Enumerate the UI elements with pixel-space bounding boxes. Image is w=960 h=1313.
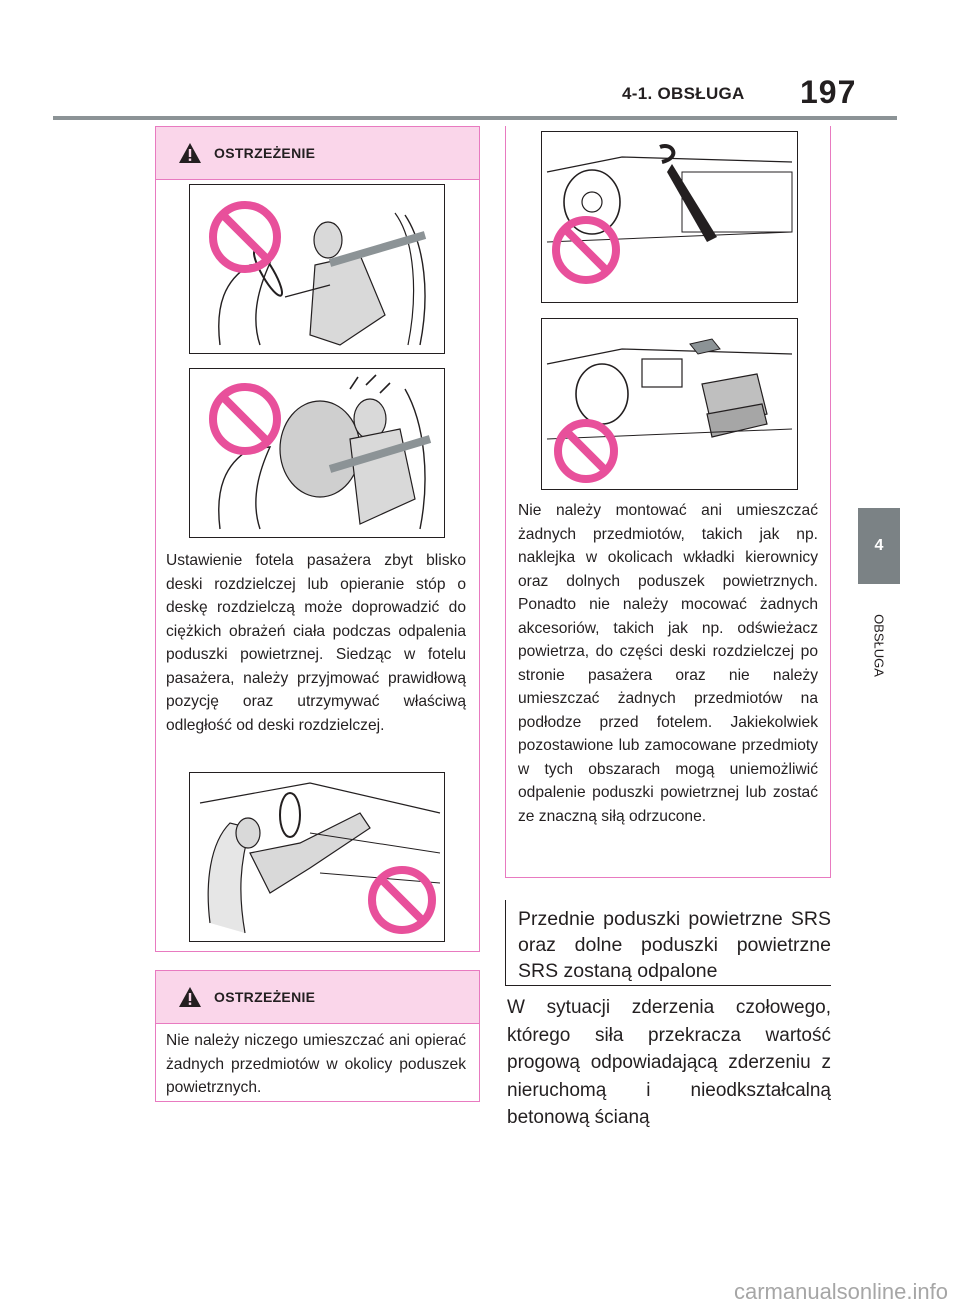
illustration-umbrella — [541, 131, 798, 303]
illustration-seated-too-close — [189, 184, 445, 354]
airbag-impact-drawing-icon — [190, 369, 443, 536]
chapter-label — [858, 590, 900, 710]
warning-header — [156, 971, 479, 1024]
warning-title: OSTRZEŻENIE — [214, 989, 316, 1005]
warning-box-seat-position — [155, 126, 480, 952]
warning-box-airbag-area — [155, 970, 480, 1102]
warning-text-seat: Ustawienie fotela pasażera zbyt blisko deski rozdzielczej lub opieranie stóp o deskę rozdzielczą może doprowadzić do ciężkich obrażeń ciała podczas odpalenia poduszki powietrznej. Siedząc w fotelu pasażera, należy przyjmować prawidłową pozycję oraz utrzymywać właściwą odległość od deski rozdzielczej. — [166, 552, 466, 734]
illustration-boxes-on-dashboard — [541, 318, 798, 490]
header-rule — [53, 116, 897, 120]
umbrella-drawing-icon — [542, 132, 796, 301]
chapter-label-text: OBSŁUGA — [871, 614, 887, 677]
illustration-airbag-impact — [189, 368, 445, 538]
section-body: W sytuacji zderzenia czołowego, którego siła przekracza wartość progową odpowiadającą zderzeniu z nieruchomą i nieodkształcalną betonową ścianą — [507, 997, 831, 1128]
warning-text-objects: Nie należy montować ani umieszczać żadnych przedmiotów, takich jak np. naklejka w okolicach wkładki kierownicy oraz dolnych poduszek powietrznych. Ponadto nie należy mocować żadnych akcesoriów, takich jak np. odświeżacz powietrza, do części deski rozdzielczej po stronie pasażera oraz nie należy umieszczać żadnych przedmiotów na podłodze przed fotelem. Jakiekolwiek pozostawione lub zamocowane przedmioty w tych obszarach mogą uniemożliwić odpalenie poduszki powietrznej lub zostać ze znaczną siłą odrzucone. — [518, 502, 818, 825]
warning-triangle-icon — [178, 142, 202, 164]
feet-dashboard-drawing-icon — [190, 773, 443, 940]
warning-triangle-icon — [178, 986, 202, 1008]
warning-title: OSTRZEŻENIE — [214, 145, 316, 161]
section-title: 4-1. OBSŁUGA — [622, 84, 745, 103]
section-heading: Przednie poduszki powietrzne SRS oraz dolne poduszki powietrzne SRS zostaną odpalone — [518, 908, 831, 982]
illustration-feet-on-dashboard — [189, 772, 445, 942]
watermark: carmanualsonline.info — [733, 1279, 948, 1304]
warning-box-objects — [505, 126, 831, 878]
page-number: 197 — [800, 74, 857, 110]
chapter-tab: 4 — [858, 508, 900, 584]
warning-text-airbag: Nie należy niczego umieszczać ani opierać żadnych przedmiotów w okolicy poduszek powietrznych. — [166, 1032, 466, 1096]
section-heading-box — [505, 900, 831, 986]
seat-close-drawing-icon — [190, 185, 443, 352]
warning-header — [156, 127, 479, 180]
boxes-drawing-icon — [542, 319, 796, 488]
